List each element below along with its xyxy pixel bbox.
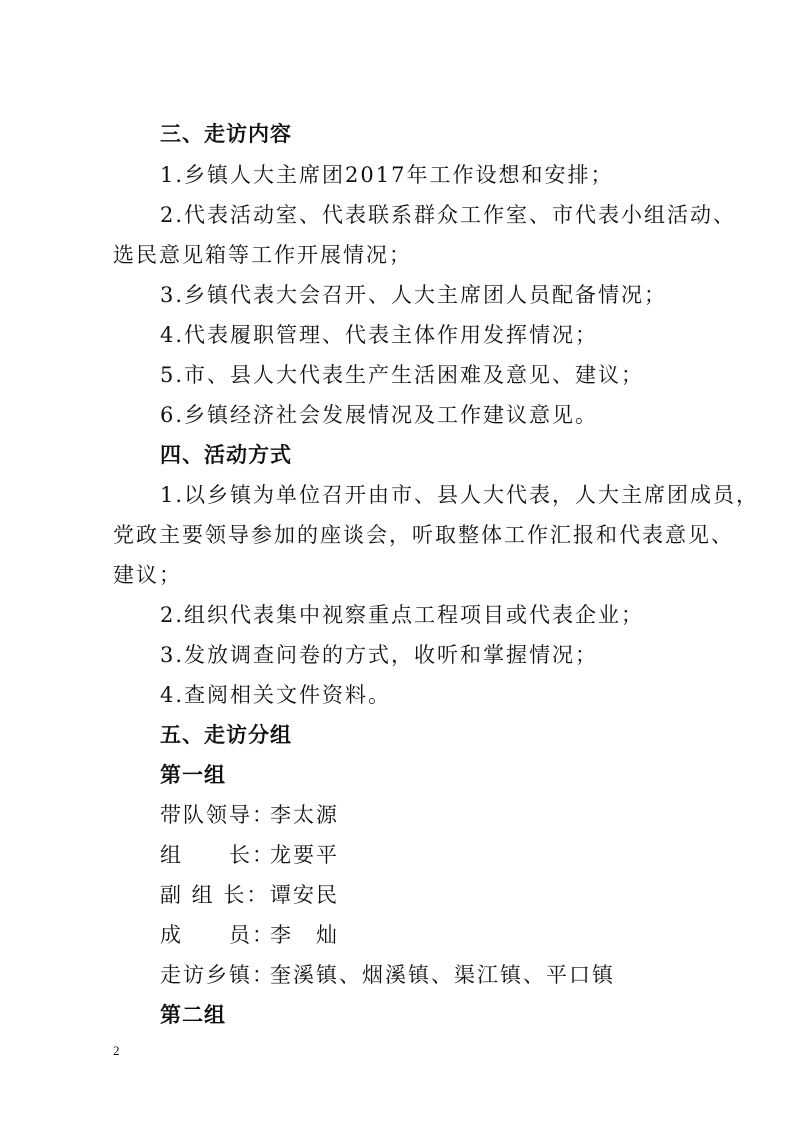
list-item: 3.发放调查问卷的方式，收听和掌握情况； [160, 643, 599, 667]
list-item: 1.乡镇人大主席团2017年工作设想和安排； [160, 163, 614, 187]
section-heading-visit-groups: 五、走访分组 [160, 723, 292, 747]
group-member-value: 李 灿 [270, 923, 339, 947]
page-number: 2 [113, 1043, 120, 1058]
group-member-row [160, 920, 339, 950]
group-title-2: 第二组 [160, 1003, 226, 1027]
group-leader-value: 李太源 [270, 803, 339, 827]
group-deputy-row [160, 880, 339, 910]
list-item: 3.乡镇代表大会召开、人大主席团人员配备情况； [160, 283, 668, 307]
group-head-value: 龙要平 [270, 843, 339, 867]
list-item: 1.以乡镇为单位召开由市、县人大代表，人大主席团成员， [160, 483, 760, 507]
list-item: 4.查阅相关文件资料。 [160, 683, 392, 707]
group-towns-value: 奎溪镇、烟溪镇、渠江镇、平口镇 [270, 963, 615, 987]
group-leader-label: 带队领导： [160, 803, 275, 827]
group-deputy-label: 副 组 长： [160, 883, 270, 907]
list-item: 4.代表履职管理、代表主体作用发挥情况； [160, 323, 599, 347]
list-item-continuation: 建议； [113, 563, 182, 587]
list-item: 5.市、县人大代表生产生活困难及意见、建议； [160, 363, 645, 387]
list-item: 2.组织代表集中视察重点工程项目或代表企业； [160, 603, 645, 627]
list-item-continuation: 党政主要领导参加的座谈会，听取整体工作汇报和代表意见、 [113, 523, 734, 547]
group-title-1: 第一组 [160, 763, 226, 787]
section-heading-visit-content: 三、走访内容 [160, 122, 292, 146]
list-item: 2.代表活动室、代表联系群众工作室、市代表小组活动、 [160, 203, 737, 227]
section-heading-activity-method: 四、活动方式 [160, 443, 292, 467]
group-towns-row [160, 960, 615, 990]
group-head-label: 组 长： [160, 843, 275, 867]
group-leader-row [160, 800, 339, 830]
group-deputy-value: 谭安民 [270, 883, 339, 907]
list-item: 6.乡镇经济社会发展情况及工作建议意见。 [160, 403, 599, 427]
group-head-row [160, 840, 339, 870]
group-member-label: 成 员： [160, 923, 275, 947]
group-towns-label: 走访乡镇： [160, 963, 275, 987]
list-item-continuation: 选民意见箱等工作开展情况； [113, 243, 412, 267]
